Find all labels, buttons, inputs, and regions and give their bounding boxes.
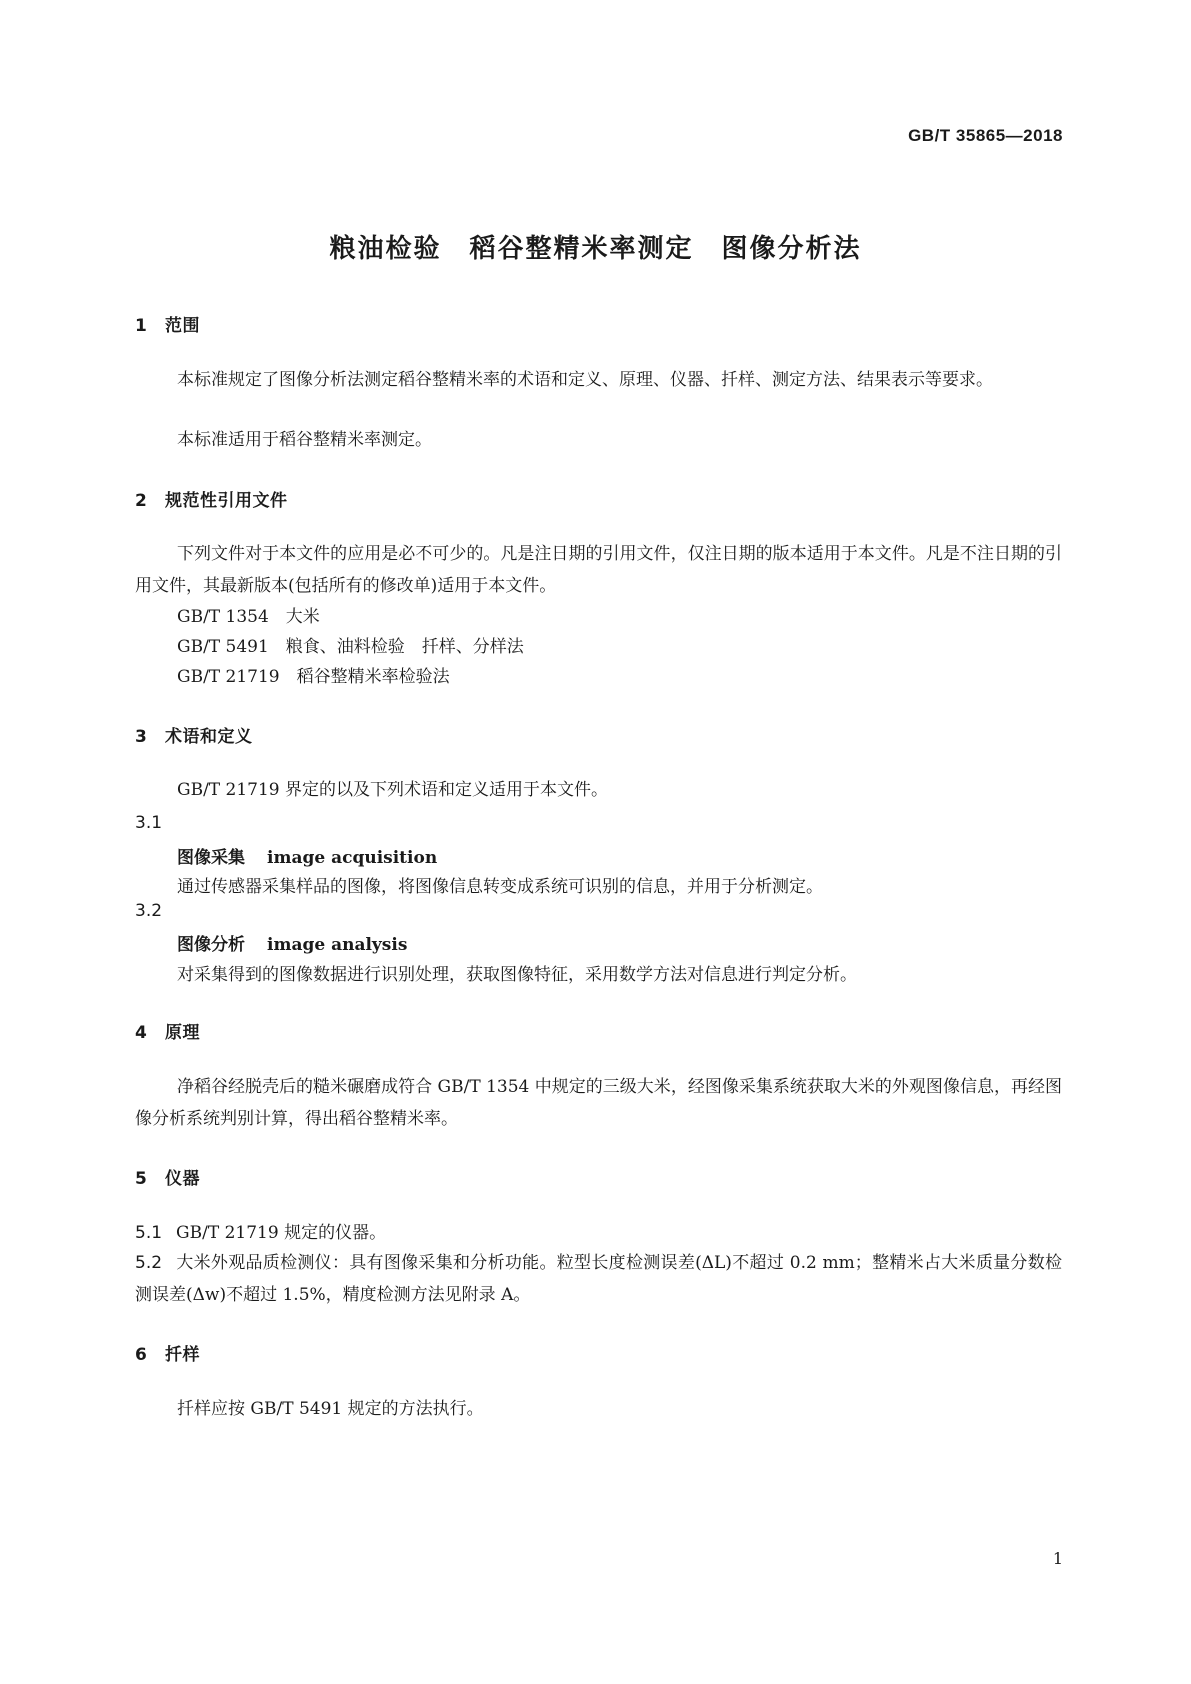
term-chinese: 图像采集	[177, 848, 245, 868]
instrument-item	[135, 1217, 1062, 1249]
section-title: 扦样	[165, 1345, 200, 1365]
term-english: image acquisition	[267, 848, 438, 868]
section-4-paragraph-1: 净稻谷经脱壳后的糙米碾磨成符合 GB/T 1354 中规定的三级大米，经图像采集系统获取大米的外观图像信息，再经图像分析系统判别计算，得出稻谷整精米率。	[135, 1077, 1062, 1129]
section-3-heading	[135, 722, 253, 747]
section-2-heading	[135, 486, 288, 511]
term-number: 3.1	[135, 813, 163, 833]
section-4-heading	[135, 1018, 200, 1043]
term-definition: 对采集得到的图像数据进行识别处理，获取图像特征，采用数学方法对信息进行判定分析。	[177, 965, 857, 985]
section-5-heading	[135, 1164, 200, 1189]
term-chinese: 图像分析	[177, 935, 245, 955]
section-2-paragraph-1: 下列文件对于本文件的应用是必不可少的。凡是注日期的引用文件，仅注日期的版本适用于本文件。凡是不注日期的引用文件，其最新版本(包括所有的修改单)适用于本文件。	[135, 544, 1062, 596]
section-number: 2	[135, 491, 148, 511]
document-title: 粮油检验 稻谷整精米率测定 图像分析法	[329, 234, 862, 264]
section-title: 原理	[165, 1023, 200, 1043]
reference-item: GB/T 21719 稻谷整精米率检验法	[177, 667, 450, 687]
section-number: 4	[135, 1023, 148, 1043]
page-number: 1	[1052, 1549, 1063, 1568]
section-title: 术语和定义	[165, 727, 253, 747]
term-english: image analysis	[267, 935, 408, 955]
section-number: 1	[135, 316, 148, 336]
section-number: 3	[135, 727, 148, 747]
section-title: 范围	[165, 316, 200, 336]
term-number: 3.2	[135, 901, 163, 921]
section-number: 6	[135, 1345, 148, 1365]
reference-item: GB/T 5491 粮食、油料检验 扦样、分样法	[177, 637, 524, 657]
section-6-paragraph-1: 扦样应按 GB/T 5491 规定的方法执行。	[177, 1399, 484, 1419]
clause-number: 5.2	[135, 1253, 163, 1273]
term-title	[177, 843, 437, 868]
term-title	[177, 930, 407, 955]
section-1-heading	[135, 311, 200, 336]
reference-item: GB/T 1354 大米	[177, 607, 320, 627]
section-number: 5	[135, 1169, 148, 1189]
clause-text: GB/T 21719 规定的仪器。	[176, 1223, 387, 1243]
clause-text: 大米外观品质检测仪：具有图像采集和分析功能。粒型长度检测误差(ΔL)不超过 0.2 mm；整精米占大米质量分数检测误差(Δw)不超过 1.5%，精度检测方法见附录 A。	[135, 1253, 1062, 1305]
section-3-paragraph-1: GB/T 21719 界定的以及下列术语和定义适用于本文件。	[177, 780, 609, 800]
section-1-paragraph-1: 本标准规定了图像分析法测定稻谷整精米率的术语和定义、原理、仪器、扦样、测定方法、结果表示等要求。	[177, 370, 993, 390]
term-definition: 通过传感器采集样品的图像，将图像信息转变成系统可识别的信息，并用于分析测定。	[177, 877, 823, 897]
instrument-item	[135, 1247, 1062, 1311]
section-1-paragraph-2: 本标准适用于稻谷整精米率测定。	[177, 430, 432, 450]
section-6-heading	[135, 1340, 200, 1365]
standard-id: GB/T 35865—2018	[908, 126, 1063, 145]
section-title: 规范性引用文件	[165, 491, 288, 511]
clause-number: 5.1	[135, 1223, 163, 1243]
section-title: 仪器	[165, 1169, 200, 1189]
